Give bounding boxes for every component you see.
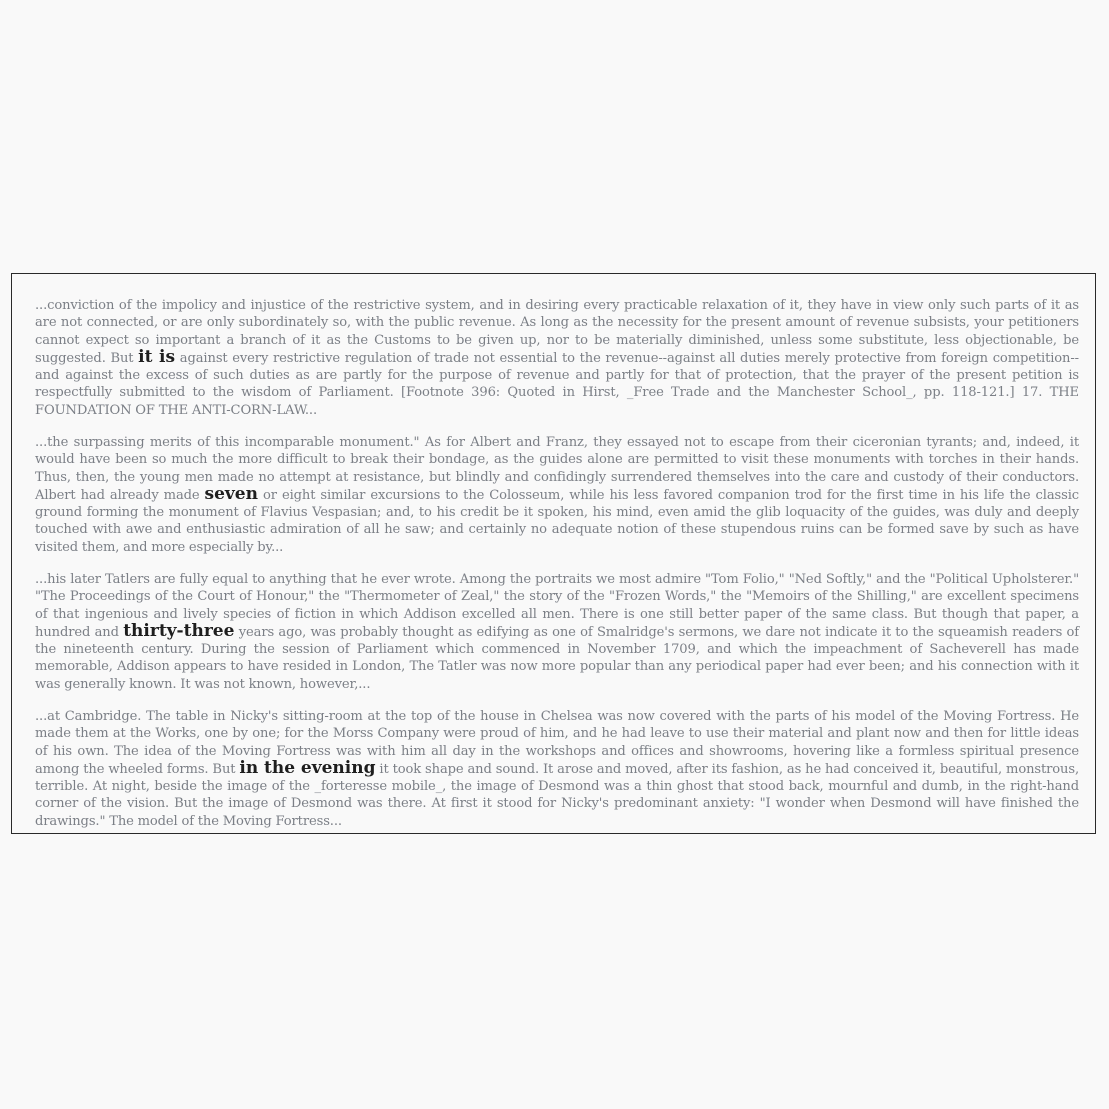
excerpt-4-highlight: in the evening <box>239 757 376 778</box>
excerpt-3-text-after: years ago, was probably thought as edifying as one of Smalridge's sermons, we dare not indicate it to the squeamish readers of the nineteenth century. During the session of Parliament which commenced in November 1709, and which the impeachment of Sacheverell has made memorable, Addison appears to have resided in London, The Tatler was now more popular than any periodical paper had ever been; and his connection with it was generally known. It was not known, however,... <box>35 624 1080 692</box>
excerpt-1-text-after: against every restrictive regulation of trade not essential to the revenue--against all duties merely protective from foreign competition--and against the excess of such duties as are partly for the purpose of revenue and partly for that of protection, that the prayer of the present petition is respectfully submitted to the wisdom of Parliament. [Footnote 396: Quoted in Hirst, _Free Trade and the Manchester School_, pp. 118-121.] 17. THE FOUNDATION OF THE ANTI-CORN-LAW... <box>35 350 1079 418</box>
excerpt-4-text-after: it took shape and sound. It arose and moved, after its fashion, as he had conceived it, beautiful, monstrous, terrible. At night, beside the image of the _forteresse mobile_, the image of Desmond was a thin ghost that stood back, mournful and dumb, in the right-hand corner of the vision. But the image of Desmond was there. At first it stood for Nicky's predominant anxiety: "I wonder when Desmond will have finished the drawings." The model of the Moving Fortress... <box>35 761 1079 829</box>
excerpt-1 <box>35 297 1079 419</box>
excerpt-3 <box>35 571 1079 693</box>
excerpt-3-highlight: thirty-three <box>123 620 235 641</box>
excerpt-2-text-before: ...the surpassing merits of this incomparable monument." As for Albert and Franz, they essayed not to escape from their ciceronian tyrants; and, indeed, it would have been so much the more difficult to break their bondage, as the guides alone are permitted to visit these monuments with torches in their hands. Thus, then, the young men made no attempt at resistance, but blindly and confidingly surrendered themselves into the care and custody of their conductors. Albert had already made <box>35 435 1079 503</box>
excerpt-1-text-before: ...conviction of the impolicy and injustice of the restrictive system, and in desiring every practicable relaxation of it, they have in view only such parts of it as are not connected, or are only subordinately so, with the public revenue. As long as the necessity for the present amount of revenue subsists, your petitioners cannot expect so important a branch of it as the Customs to be given up, nor to be materially diminished, unless some substitute, less objectionable, be suggested. But <box>35 298 1079 366</box>
excerpt-2-highlight: seven <box>204 483 258 504</box>
excerpt-1-highlight: it is <box>138 346 176 367</box>
excerpt-2-text-after: or eight similar excursions to the Colosseum, while his less favored companion trod for the first time in his life the classic ground forming the monument of Flavius Vespasian; and, to his credit be it spoken, his mind, even amid the glib loquacity of the guides, was duly and deeply touched with awe and enthusiastic admiration of all he saw; and certainly no adequate notion of these stupendous ruins can be formed save by such as have visited them, and more especially by... <box>35 487 1079 555</box>
excerpt-3-text-before: ...his later Tatlers are fully equal to anything that he ever wrote. Among the portraits we most admire "Tom Folio," "Ned Softly," and the "Political Upholsterer." "The Proceedings of the Court of Honour," the "Thermometer of Zeal," the story of the "Frozen Words," the "Memoirs of the Shilling," are excellent specimens of that ingenious and lively species of fiction in which Addison excelled all men. There is one still better paper of the same class. But though that paper, a hundred and <box>35 572 1079 640</box>
excerpts-panel <box>11 273 1096 834</box>
excerpt-2 <box>35 434 1079 556</box>
excerpt-4-text-before: ...at Cambridge. The table in Nicky's sitting-room at the top of the house in Chelsea was now covered with the parts of his model of the Moving Fortress. He made them at the Works, one by one; for the Morss Company were proud of him, and he had leave to use their material and plant now and then for little ideas of his own. The idea of the Moving Fortress was with him all day in the workshops and offices and showrooms, hovering like a formless spiritual presence among the wheeled forms. But <box>35 709 1079 777</box>
excerpt-4 <box>35 708 1079 830</box>
